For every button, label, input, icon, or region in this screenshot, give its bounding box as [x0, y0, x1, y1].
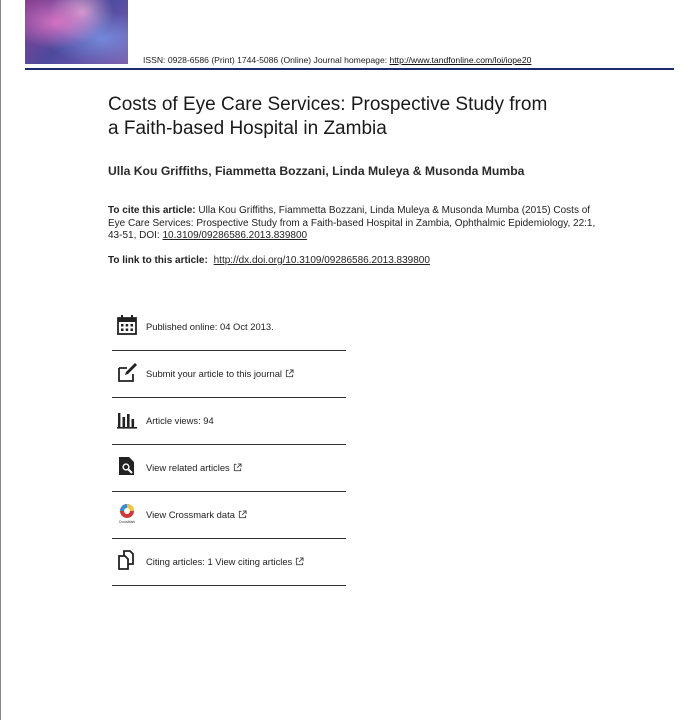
citation-doi-link[interactable]: 10.3109/09286586.2013.839800: [162, 230, 308, 241]
article-title: [108, 93, 648, 141]
crossmark-item[interactable]: [112, 492, 346, 539]
published-online-item: [112, 304, 346, 351]
article-doi-link[interactable]: http://dx.doi.org/10.3109/09286586.2013.839800: [213, 255, 430, 266]
article-title-line-2: a Faith-based Hospital in Zambia: [108, 118, 387, 139]
crossmark-label: View Crossmark data: [146, 509, 235, 520]
citing-articles-link[interactable]: [146, 556, 304, 567]
issn-line: [143, 55, 531, 65]
related-articles-item[interactable]: [112, 445, 346, 492]
crossmark-link[interactable]: [146, 509, 247, 520]
crossmark-wordmark: CrossMark: [118, 520, 136, 524]
journal-cover-thumbnail: [25, 0, 128, 64]
published-online-label: Published online: 04 Oct 2013.: [146, 321, 274, 332]
article-title-line-1: Costs of Eye Care Services: Prospective Study from: [108, 94, 548, 115]
citing-articles-label: Citing articles: 1 View citing articles: [146, 556, 293, 567]
citing-articles-item[interactable]: [112, 539, 346, 586]
page-edge: [0, 0, 1, 720]
submit-article-link[interactable]: [146, 368, 294, 379]
article-views-item: [112, 398, 346, 445]
external-link-icon: [238, 510, 247, 519]
submit-article-label: Submit your article to this journal: [146, 368, 282, 379]
crossmark-icon: [116, 502, 138, 524]
submit-article-item[interactable]: [112, 351, 346, 398]
article-views-label: Article views: 94: [146, 415, 214, 426]
external-link-icon: [295, 557, 304, 566]
external-link-icon: [285, 369, 294, 378]
citation-text: Ulla Kou Griffiths, Fiammetta Bozzani, Linda Muleya & Musonda Mumba (2015) Costs of Eye Care Services: Prospective Study from a Faith-based Hospital in Zambia, Ophthalmic Epidemiology, 22:1, 43-51, DOI:: [108, 205, 596, 241]
calendar-icon: [116, 314, 138, 336]
edit-icon: [116, 361, 138, 383]
article-authors: Ulla Kou Griffiths, Fiammetta Bozzani, Linda Muleya & Musonda Mumba: [108, 164, 525, 178]
citing-articles-icon: [116, 549, 138, 571]
external-link-icon: [233, 463, 242, 472]
link-block: [108, 255, 430, 266]
citation-block: [108, 205, 608, 243]
related-articles-link[interactable]: [146, 462, 242, 473]
link-label: To link to this article:: [108, 255, 208, 266]
issn-text: ISSN: 0928-6586 (Print) 1744-5086 (Online) Journal homepage:: [143, 55, 388, 65]
item-divider: [112, 585, 346, 586]
header-rule: [25, 68, 674, 70]
search-document-icon: [116, 455, 138, 477]
journal-homepage-link[interactable]: http://www.tandfonline.com/loi/iope20: [389, 55, 532, 65]
citation-label: To cite this article:: [108, 205, 196, 216]
related-articles-label: View related articles: [146, 462, 230, 473]
bar-chart-icon: [116, 408, 138, 430]
